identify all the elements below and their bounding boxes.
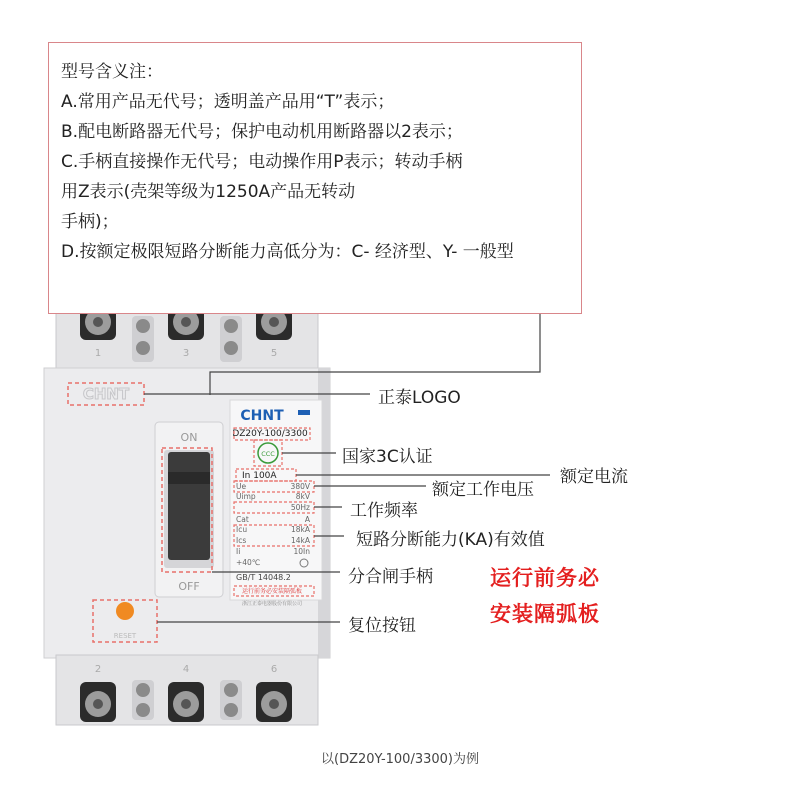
label-reset: 复位按钮 xyxy=(348,616,416,636)
reset-button[interactable] xyxy=(116,602,134,620)
icu-value: 18kA xyxy=(290,525,310,534)
ue-label: Ue xyxy=(236,482,247,491)
cat-value: A xyxy=(304,515,310,524)
nameplate-brand: CHNT xyxy=(240,408,284,424)
ue-value: 380V xyxy=(290,482,310,491)
ics-value: 14kA xyxy=(290,536,310,545)
icu-label: Icu xyxy=(236,525,248,534)
note-title: 型号含义注： xyxy=(61,62,163,82)
note-line-d: D.按额定极限短路分断能力高低分为：C- 经济型、Y- 一般型 xyxy=(61,242,514,262)
note-line-c2: 用Z表示(壳架等级为1250A产品无转动 xyxy=(61,182,356,202)
maker-text: 浙江正泰电器股份有限公司 xyxy=(241,601,303,607)
note-line-c1: C.手柄直接操作无代号；电动操作用P表示；转动手柄 xyxy=(61,152,463,172)
terminal-top-5: 5 xyxy=(270,348,278,359)
reset-text: RESET xyxy=(113,632,137,640)
freq-value: 50Hz xyxy=(290,503,310,512)
label-breaking-capacity: 短路分断能力(KA)有效值 xyxy=(356,530,545,550)
example-caption: 以(DZ20Y-100/3300)为例 xyxy=(321,752,479,767)
off-label: OFF xyxy=(178,580,200,593)
terminal-bottom-2: 2 xyxy=(94,664,102,675)
brand-dash xyxy=(298,410,310,415)
label-ccc: 国家3C认证 xyxy=(342,447,433,467)
ics-label: Ics xyxy=(236,536,247,545)
handle-grip xyxy=(168,472,210,484)
note-line-b: B.配电断路器无代号；保护电动机用断路器以2表示； xyxy=(61,122,463,142)
note-line-c3: 手柄)； xyxy=(61,212,119,232)
cat-label: Cat xyxy=(236,515,249,524)
label-rated-current: 额定电流 xyxy=(560,467,628,487)
temp-label: +40℃ xyxy=(236,558,261,567)
warning-line-1: 运行前务必 xyxy=(490,566,600,590)
label-logo: 正泰LOGO xyxy=(378,388,461,408)
on-label: ON xyxy=(180,431,198,444)
ii-label: Ii xyxy=(236,547,241,556)
note-line-a: A.常用产品无代号；透明盖产品用“T”表示； xyxy=(61,92,395,112)
ii-value: 10In xyxy=(293,547,310,556)
terminal-top-1: 1 xyxy=(94,348,102,359)
uimp-label: Uimp xyxy=(236,492,256,501)
terminal-bottom-6: 6 xyxy=(270,664,278,675)
model-note-box xyxy=(48,42,582,314)
ccc-mark-text: CCC xyxy=(261,450,275,458)
terminal-bottom-4: 4 xyxy=(182,664,190,675)
nameplate-model: DZ20Y-100/3300 xyxy=(232,429,308,439)
label-handle: 分合闸手柄 xyxy=(348,567,433,587)
standard-text: GB/T 14048.2 xyxy=(236,573,291,582)
notice-text: 运行前务必安装隔弧板 xyxy=(241,588,303,595)
nameplate-in: In 100A xyxy=(242,471,277,481)
embossed-logo: CHNT xyxy=(82,385,130,403)
warning-line-2: 安装隔弧板 xyxy=(490,602,600,626)
uimp-value: 8kV xyxy=(295,492,310,501)
label-rated-voltage: 额定工作电压 xyxy=(432,480,534,500)
breaker-handle[interactable] xyxy=(168,452,210,560)
bottom-screw-slots xyxy=(80,680,292,722)
terminal-top-3: 3 xyxy=(182,348,190,359)
label-frequency: 工作频率 xyxy=(350,501,418,521)
